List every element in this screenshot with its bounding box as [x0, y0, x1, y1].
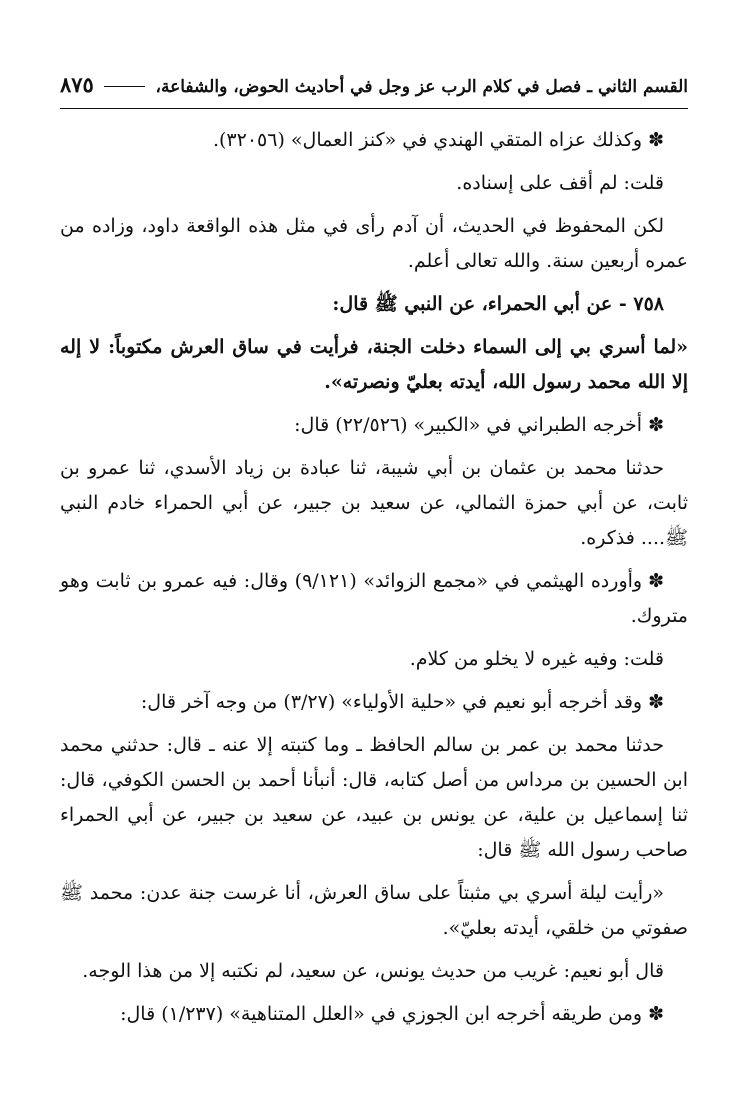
paragraph-text: وأورده الهيثمي في «مجمع الزوائد» (٩/١٢١) وقال: فيه عمرو بن ثابت وهو متروك. — [60, 570, 688, 627]
paragraph-text: ومن طريقه أخرجه ابن الجوزي في «العلل المتناهية» (١/٢٣٧) قال: — [120, 1003, 643, 1025]
paragraph — [60, 451, 688, 556]
hadith-number-title: ٧٥٨ - عن أبي الحمراء، عن النبي ﷺ قال: — [332, 293, 664, 315]
paragraph-text: قال أبو نعيم: غريب من حديث يونس، عن سعيد، لم نكتبه إلا من هذا الوجه. — [82, 960, 664, 982]
page-number: ٨٧٥ — [60, 72, 94, 97]
paragraph-text: «لما أسري بي إلى السماء دخلت الجنة، فرأيت في ساق العرش مكتوباً: لا إله إلا الله محمد رسول الله، أيدته بعليّ ونصرته». — [60, 336, 688, 393]
asterisk-icon: ✽ — [648, 129, 664, 151]
paragraph — [60, 408, 688, 443]
paragraph-text: لكن المحفوظ في الحديث، أن آدم رأى في مثل هذه الواقعة داود، وزاده من عمره أربعين سنة. والله تعالى أعلم. — [60, 215, 688, 272]
running-header — [60, 70, 688, 102]
asterisk-icon: ✽ — [648, 691, 664, 713]
asterisk-icon: ✽ — [648, 1003, 664, 1025]
header-dash-rule — [104, 86, 146, 87]
paragraph — [60, 876, 688, 946]
asterisk-icon: ✽ — [648, 570, 664, 592]
paragraph — [60, 166, 688, 201]
paragraph — [60, 685, 688, 720]
paragraph — [60, 564, 688, 634]
header-title: القسم الثاني ـ فصل في كلام الرب عز وجل في أحاديث الحوض، والشفاعة، — [155, 77, 688, 97]
asterisk-icon: ✽ — [648, 414, 664, 436]
paragraph-text: حدثنا محمد بن عمر بن سالم الحافظ ـ وما كتبته إلا عنه ـ قال: حدثني محمد ابن الحسين بن مرداس من أصل كتابه، قال: أنبأنا أحمد بن الحسن الكوفي، قال: ثنا إسماعيل بن علية، عن يونس بن عبيد، عن سعيد بن جبير، عن أبي الحمراء صاحب رسول الله ﷺ قال: — [60, 734, 688, 861]
hadith-heading — [60, 287, 688, 322]
paragraph — [60, 642, 688, 677]
paragraph-text: أخرجه الطبراني في «الكبير» (٢٢/٥٢٦) قال: — [294, 414, 643, 436]
paragraph — [60, 954, 688, 989]
paragraph-text: وكذلك عزاه المتقي الهندي في «كنز العمال» (٣٢٠٥٦). — [212, 129, 643, 151]
paragraph — [60, 728, 688, 868]
hadith-text — [60, 330, 688, 400]
paragraph-text: قلت: لم أقف على إسناده. — [456, 172, 664, 194]
header-divider — [60, 108, 688, 109]
paragraph-text: وقد أخرجه أبو نعيم في «حلية الأولياء» (٣/٢٧) من وجه آخر قال: — [140, 691, 643, 713]
paragraph-text: «رأيت ليلة أسري بي مثبتاً على ساق العرش، أنا غرست جنة عدن: محمد ﷺ صفوتي من خلقي، أيدته بعليّ». — [60, 882, 688, 939]
paragraph — [60, 209, 688, 279]
paragraph-text: حدثنا محمد بن عثمان بن أبي شيبة، ثنا عبادة بن زياد الأسدي، ثنا عمرو بن ثابت، عن أبي حمزة الثمالي، عن سعيد بن جبير، عن أبي الحمراء خادم النبي ﷺ.... فذكره. — [60, 457, 688, 549]
paragraph — [60, 123, 688, 158]
page-body — [60, 123, 688, 1032]
paragraph — [60, 997, 688, 1032]
paragraph-text: قلت: وفيه غيره لا يخلو من كلام. — [409, 648, 664, 670]
